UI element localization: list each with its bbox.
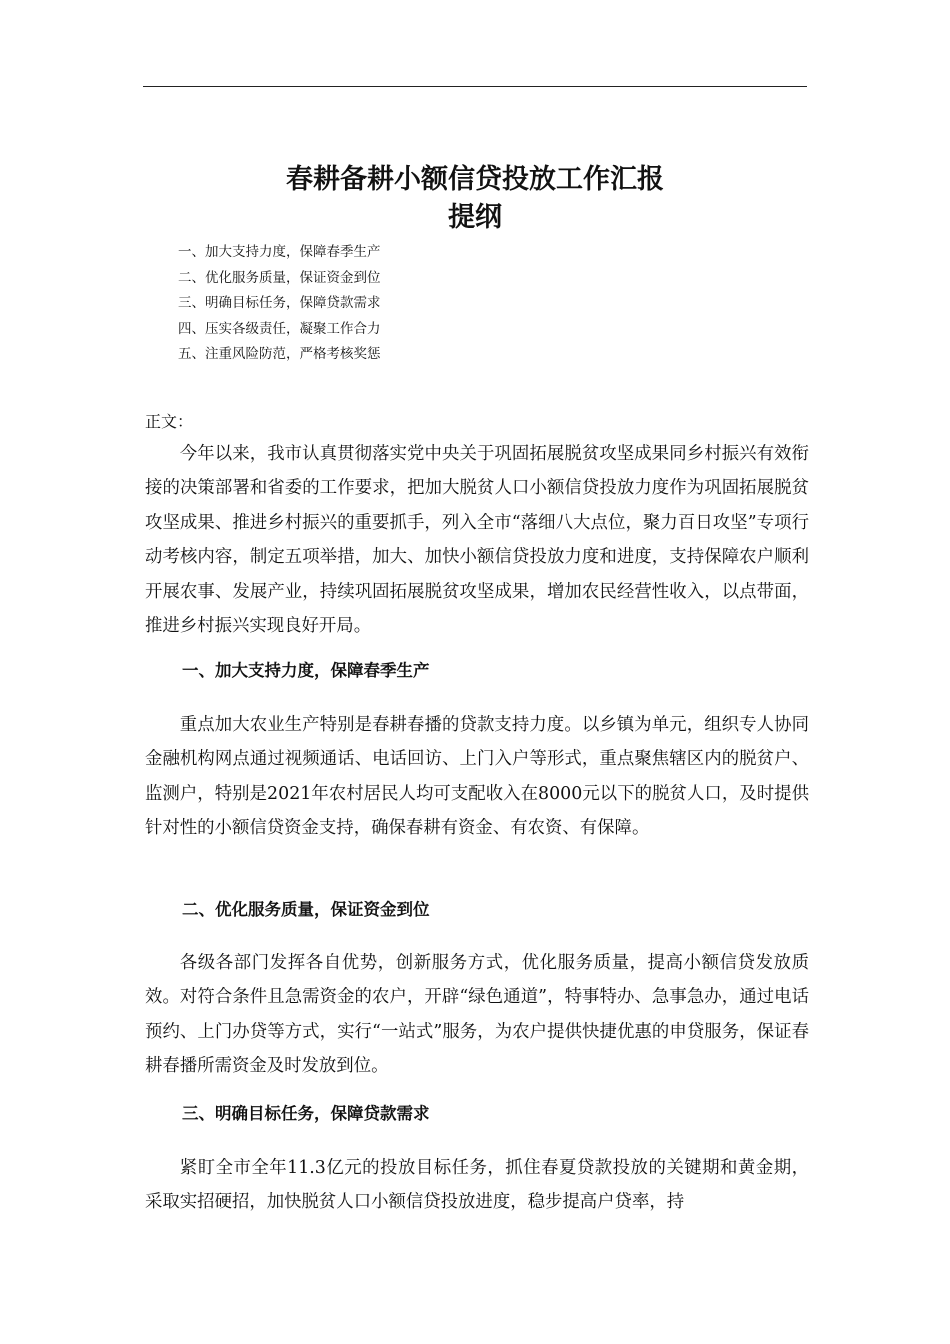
section-paragraph-1: 重点加大农业生产特别是春耕春播的贷款支持力度。以乡镇为单元，组织专人协同金融机构网点通过视频通话、电话回访、上门入户等形式，重点聚焦辖区内的脱贫户、监测户，特别是2021年农村居民人均可支配收入在8000元以下的脱贫人口，及时提供针对性的小额信贷资金支持，确保春耕有资金、有农资、有保障。	[145, 715, 809, 839]
body-label: 正文：	[145, 412, 194, 431]
header-rule	[143, 86, 807, 87]
document-subtitle: 提纲	[448, 202, 502, 233]
outline-item: 五、注重风险防范，严格考核奖惩	[178, 346, 381, 363]
section-paragraph-3: 紧盯全市全年11.3亿元的投放目标任务，抓住春夏贷款投放的关键期和黄金期，采取实招硬招，加快脱贫人口小额信贷投放进度，稳步提高户贷率，持	[145, 1158, 809, 1213]
outline-item: 四、压实各级责任，凝聚工作合力	[178, 320, 381, 337]
outline-item: 二、优化服务质量，保证资金到位	[178, 269, 381, 286]
section-paragraph-2: 各级各部门发挥各自优势，创新服务方式，优化服务质量，提高小额信贷发放质效。对符合条件且急需资金的农户，开辟“绿色通道”，特事特办、急事急办，通过电话预约、上门办贷等方式，实行“一站式”服务，为农户提供快捷优惠的申贷服务，保证春耕春播所需资金及时发放到位。	[145, 953, 809, 1077]
outline-list	[178, 240, 678, 368]
section-heading-3: 三、明确目标任务，保障贷款需求	[182, 1104, 430, 1123]
intro-paragraph: 今年以来，我市认真贯彻落实党中央关于巩固拓展脱贫攻坚成果同乡村振兴有效衔接的决策部署和省委的工作要求，把加大脱贫人口小额信贷投放力度作为巩固拓展脱贫攻坚成果、推进乡村振兴的重要抓手，列入全市“落细八大点位，聚力百日攻坚”专项行动考核内容，制定五项举措，加大、加快小额信贷投放力度和进度，支持保障农户顺利开展农事、发展产业，持续巩固拓展脱贫攻坚成果，增加农民经营性收入，以点带面，推进乡村振兴实现良好开局。	[145, 444, 809, 637]
document-title: 春耕备耕小额信贷投放工作汇报	[286, 164, 664, 195]
outline-item: 一、加大支持力度，保障春季生产	[178, 244, 381, 260]
section-heading-2: 二、优化服务质量，保证资金到位	[182, 900, 430, 919]
section-heading-1: 一、加大支持力度，保障春季生产	[182, 661, 430, 680]
outline-item: 三、明确目标任务，保障贷款需求	[178, 295, 381, 312]
